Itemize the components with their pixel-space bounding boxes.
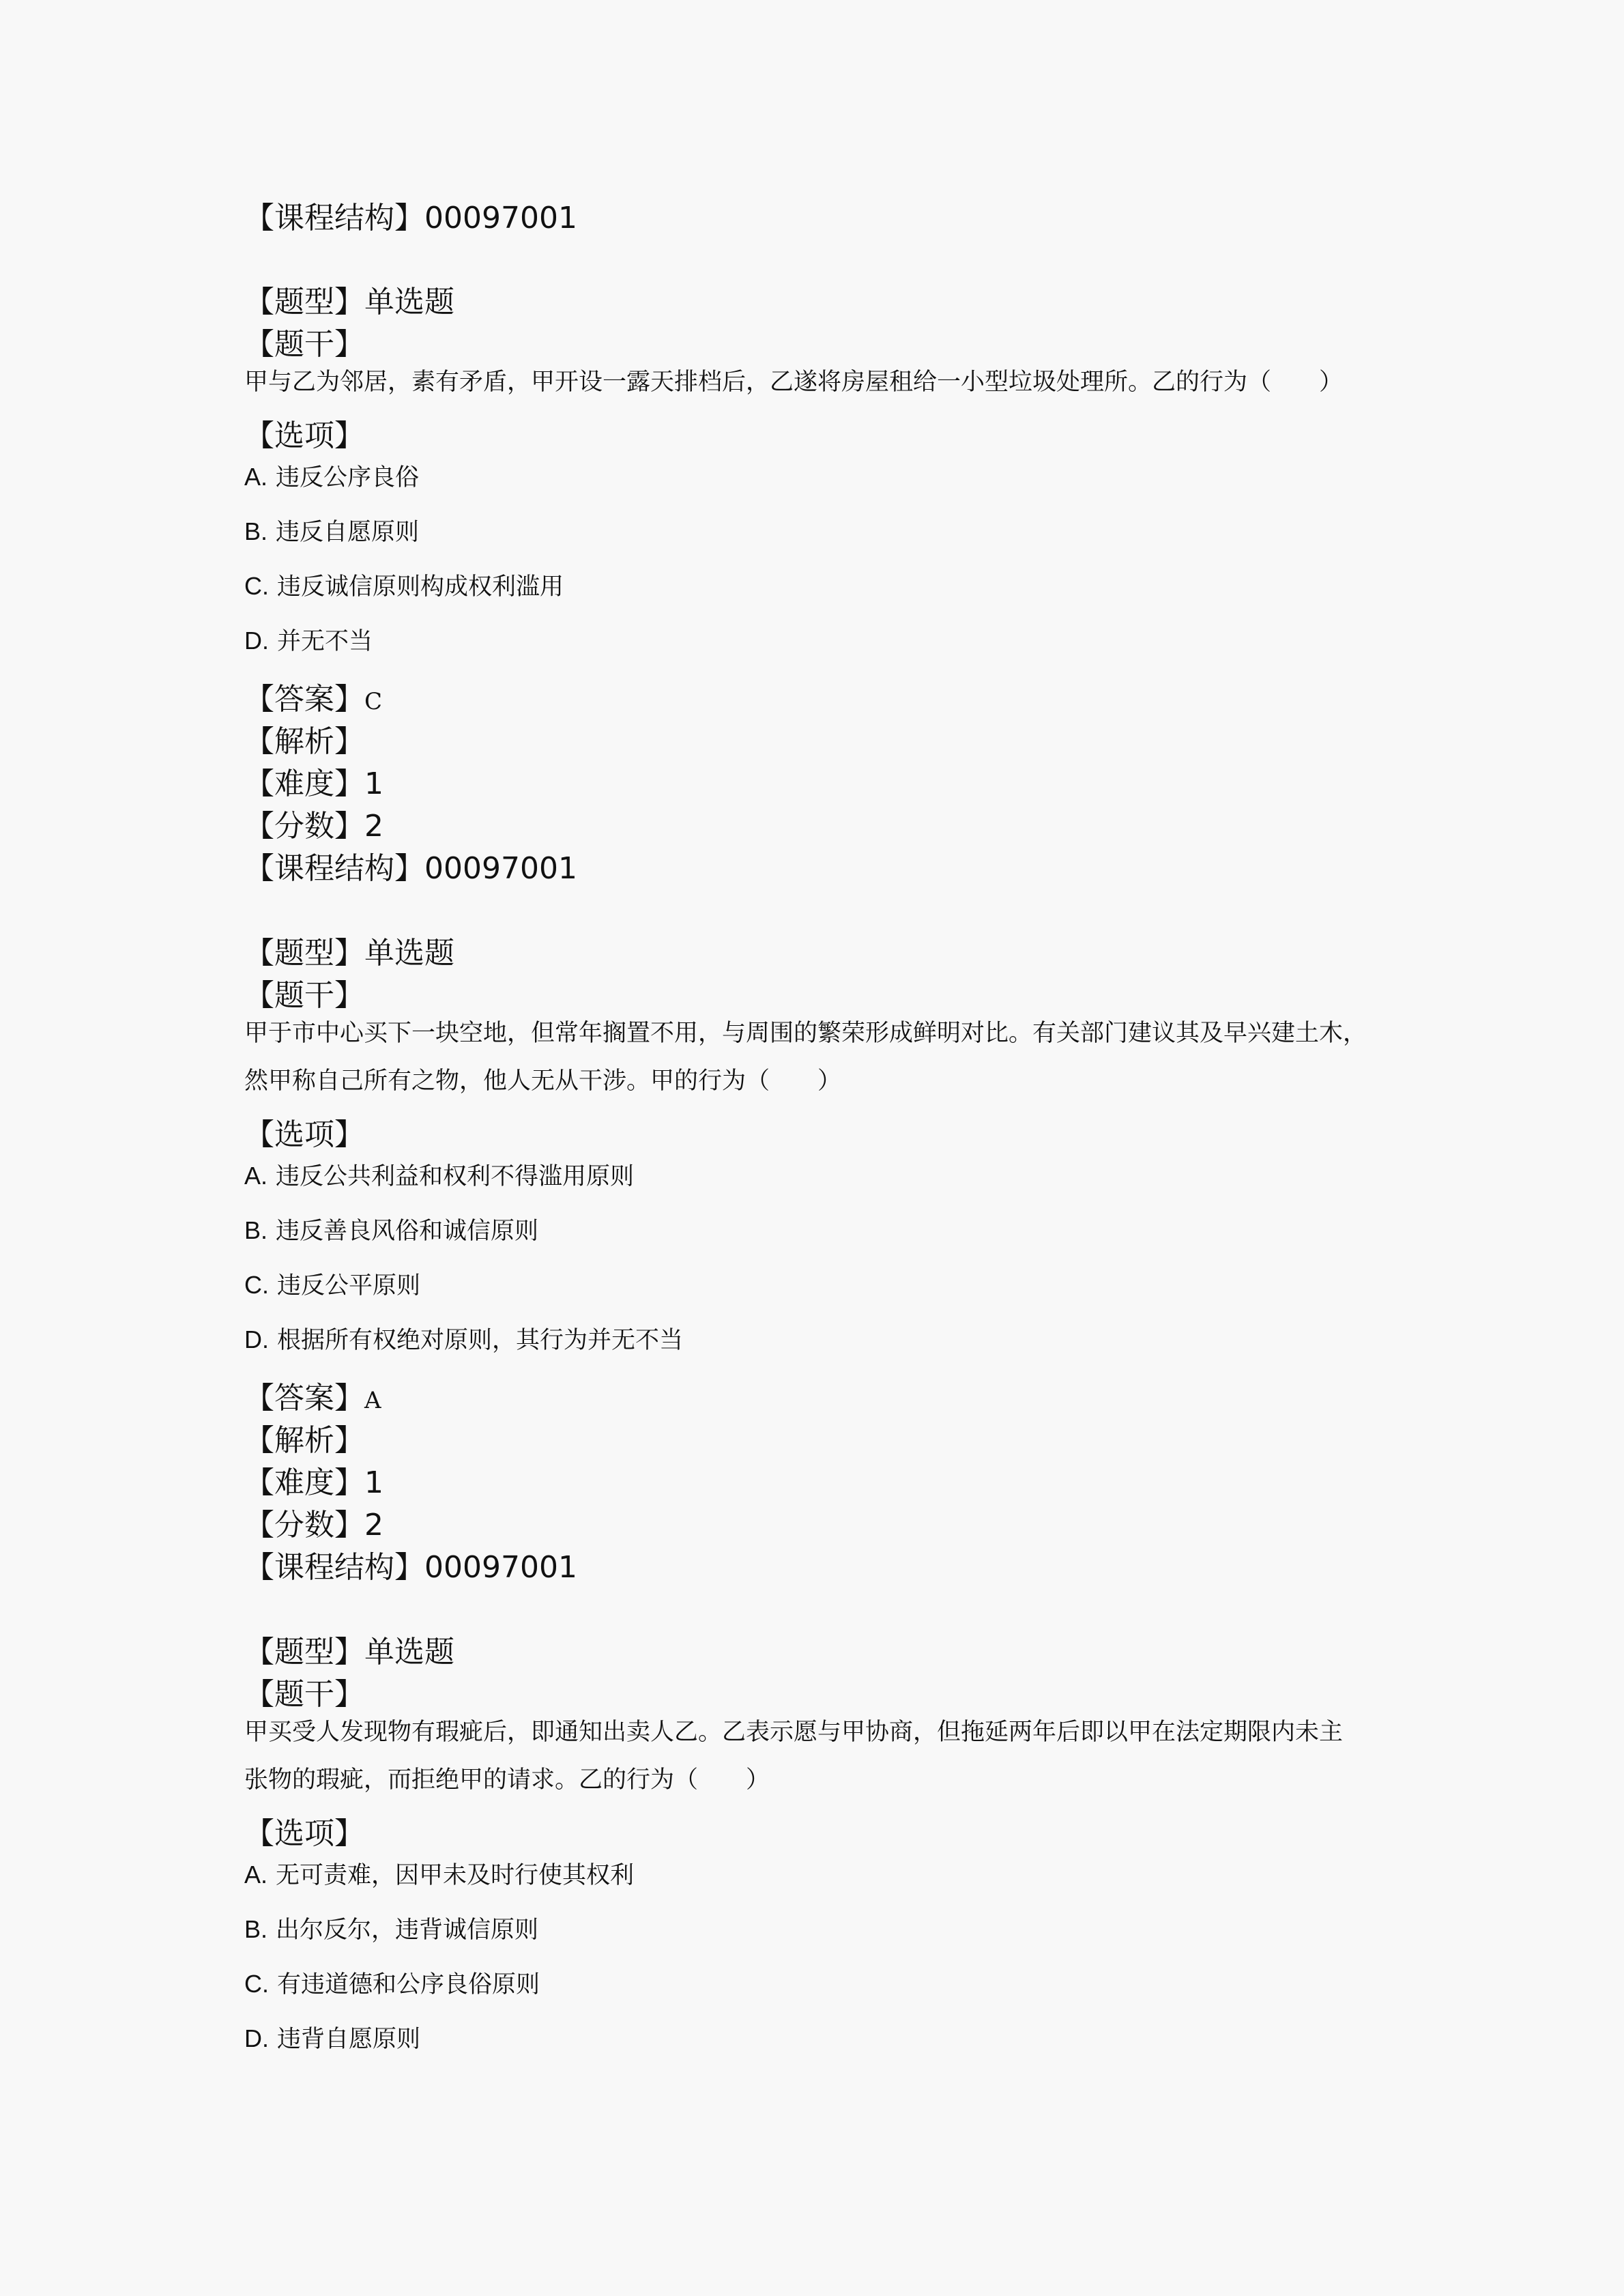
option-c [244,1273,420,1298]
option-text: 有违道德和公序良俗原则 [277,1971,540,1998]
course-structure: 【课程结构】00097001 [244,1550,577,1585]
difficulty: 【难度】1 [244,766,383,801]
analysis-label: 【解析】 [244,724,364,759]
option-a [244,1164,634,1189]
option-letter: A. [244,1162,268,1190]
option-text: 出尔反尔，违背诚信原则 [276,1917,539,1944]
option-text: 根据所有权绝对原则，其行为并无不当 [277,1327,684,1354]
question-stem-line: 甲买受人发现物有瑕疵后，即通知出卖人乙。乙表示愿与甲协商，但拖延两年后即以甲在法定期限内未主 [244,1719,1344,1746]
option-d [244,2026,420,2052]
score: 【分数】2 [244,809,383,844]
option-letter: D. [244,627,269,655]
option-text: 违反公共利益和权利不得滥用原则 [276,1163,635,1190]
option-letter: D. [244,2024,269,2052]
answer-line [244,1383,381,1414]
stem-label: 【题干】 [244,327,364,362]
answer-label: 【答案】 [244,1381,364,1416]
stem-label: 【题干】 [244,1677,364,1712]
option-letter: B. [244,1216,268,1244]
option-a [244,465,419,490]
option-text: 违反自愿原则 [276,519,420,546]
answer-value: A [364,1387,381,1414]
difficulty: 【难度】1 [244,1465,383,1500]
course-structure: 【课程结构】00097001 [244,851,577,886]
option-b [244,519,419,545]
option-text: 违反公平原则 [277,1272,421,1300]
question-type: 【题型】单选题 [244,1635,454,1669]
question-stem-line: 甲于市中心买下一块空地，但常年搁置不用，与周围的繁荣形成鲜明对比。有关部门建议其及早兴建土木， [244,1020,1367,1047]
answer-line [244,682,383,717]
question-type: 【题型】单选题 [244,285,454,319]
question-stem-line: 张物的瑕疵，而拒绝甲的请求。乙的行为（ ） [244,1766,770,1794]
option-text: 并无不当 [277,628,373,655]
option-b [244,1917,538,1942]
option-c [244,574,564,599]
option-d [244,629,373,654]
option-text: 违反公序良俗 [276,464,420,491]
option-text: 无可责难，因甲未及时行使其权利 [276,1862,635,1889]
option-letter: B. [244,517,268,545]
score: 【分数】2 [244,1508,383,1542]
option-b [244,1218,538,1244]
option-letter: C. [244,1970,269,1998]
option-c [244,1972,540,1997]
question-stem-line: 然甲称自己所有之物，他人无从干涉。甲的行为（ ） [244,1067,842,1095]
option-letter: C. [244,572,269,600]
option-letter: A. [244,1861,268,1889]
option-letter: C. [244,1271,269,1299]
option-a [244,1863,634,1888]
stem-label: 【题干】 [244,978,364,1013]
option-d [244,1325,684,1354]
question-type: 【题型】单选题 [244,936,454,971]
analysis-label: 【解析】 [244,1423,364,1458]
option-text: 违反诚信原则构成权利滥用 [277,573,564,601]
question-stem: 甲与乙为邻居，素有矛盾，甲开设一露天排档后，乙遂将房屋租给一小型垃圾处理所。乙的行为（ ） [244,369,1344,396]
options-label: 【选项】 [244,1816,364,1851]
option-letter: D. [244,1325,269,1353]
options-label: 【选项】 [244,418,364,453]
option-letter: B. [244,1915,268,1943]
option-letter: A. [244,463,268,491]
option-text: 违背自愿原则 [277,2026,421,2053]
course-structure: 【课程结构】00097001 [244,201,577,235]
option-text: 违反善良风俗和诚信原则 [276,1218,539,1245]
answer-label: 【答案】 [244,682,364,717]
answer-value: C [364,688,383,715]
options-label: 【选项】 [244,1117,364,1152]
